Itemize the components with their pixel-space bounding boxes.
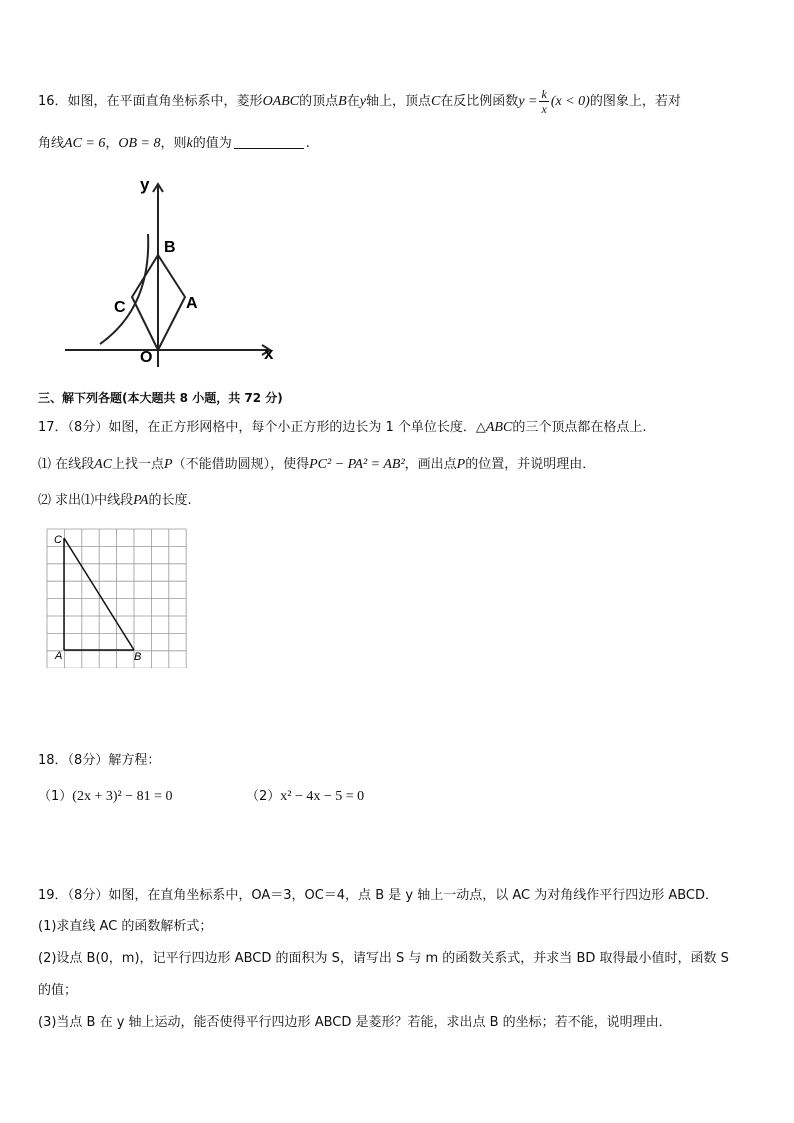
q17-text: ⑵ 求出⑴中线段 bbox=[38, 493, 134, 508]
q16-text: 轴上，顶点 bbox=[365, 94, 431, 109]
label-o: O bbox=[140, 349, 153, 366]
hyperbola-curve bbox=[100, 234, 148, 344]
label-y: y bbox=[140, 175, 150, 194]
q17-intro bbox=[38, 416, 646, 436]
rhombus-figure bbox=[60, 172, 280, 372]
fraction-numerator: k bbox=[541, 87, 547, 101]
q18-part2-label: （2） bbox=[246, 789, 281, 804]
q17-text: （不能借助圆规），使得 bbox=[172, 457, 310, 472]
q18-part2 bbox=[246, 785, 364, 805]
q16-text: ， bbox=[105, 136, 119, 151]
q16-text: 的值为 bbox=[192, 136, 232, 151]
q19-line5: (3)当点 B 在 y 轴上运动，能否使得平行四边形 ABCD 是菱形？若能，求出点 B 的坐标；若不能，说明理由． bbox=[38, 1015, 672, 1030]
q18-title: 18．（8分）解方程： bbox=[38, 753, 161, 768]
square-grid-figure bbox=[44, 526, 190, 668]
point-p: P bbox=[164, 457, 173, 472]
q16-text: . bbox=[305, 136, 310, 151]
q17-part2 bbox=[38, 489, 192, 509]
domain-condition: (x < 0) bbox=[550, 94, 590, 109]
q17-part1 bbox=[38, 453, 595, 473]
q17-text: 的三个顶点都在格点上. bbox=[512, 420, 647, 435]
point-b: B bbox=[338, 94, 347, 109]
q16-text: ，则 bbox=[160, 136, 187, 151]
label-x: x bbox=[264, 344, 274, 363]
ob-equation: OB = 8 bbox=[118, 136, 161, 151]
q18-part1 bbox=[38, 785, 173, 805]
q17-text: ，画出点 bbox=[404, 457, 457, 472]
q19-line3: (2)设点 B(0，m)，记平行四边形 ABCD 的面积为 S，请写出 S 与 m 的函数关系式，并求当 BD 取得最小值时，函数 S bbox=[38, 951, 729, 966]
q17-number: 17． bbox=[38, 420, 68, 435]
segment-pa: PA bbox=[133, 493, 149, 508]
q16-line2 bbox=[38, 132, 310, 152]
label-a: A bbox=[186, 295, 198, 312]
equation-1: (2x + 3)² − 81 = 0 bbox=[72, 789, 173, 804]
section-title: 三、解下列各题(本大题共 8 小题，共 72 分) bbox=[38, 391, 283, 405]
fraction-k-over-x bbox=[539, 88, 548, 115]
q16-text: 如图，在平面直角坐标系中，菱形 bbox=[67, 94, 263, 109]
q19-line2: (1)求直线 AC 的函数解析式； bbox=[38, 919, 213, 934]
q19-line1: 19．（8分）如图，在直角坐标系中，OA＝3，OC＝4，点 B 是 y 轴上一动点，以 AC 为对角线作平行四边形 ABCD． bbox=[38, 888, 719, 903]
label-b: B bbox=[164, 239, 176, 256]
q17-text: 的长度. bbox=[148, 493, 192, 508]
q16-text: 在反比例函数 bbox=[440, 94, 519, 109]
q17-text: 上找一点 bbox=[112, 457, 165, 472]
triangle-name: ABC bbox=[485, 420, 513, 435]
label-c: C bbox=[54, 534, 62, 546]
point-p: P bbox=[456, 457, 466, 472]
q17-text: ⑴ 在线段 bbox=[38, 457, 95, 472]
q16-number: 16． bbox=[38, 94, 68, 109]
axis-y-name: y bbox=[359, 94, 366, 109]
label-a: A bbox=[55, 650, 63, 662]
q16-text: 角线 bbox=[38, 136, 65, 151]
q17-text: （8分）如图，在正方形网格中，每个小正方形的边长为 1 个单位长度．△ bbox=[67, 420, 486, 435]
answer-blank[interactable] bbox=[234, 136, 304, 149]
q16-text: 的顶点 bbox=[299, 94, 339, 109]
q16-text: 的图象上，若对 bbox=[589, 94, 681, 109]
q18-part1-label: （1） bbox=[38, 789, 73, 804]
q19-line4: 的值； bbox=[38, 983, 78, 998]
function-lhs: y = bbox=[518, 94, 538, 109]
segment-ac: AC bbox=[94, 457, 113, 472]
q16-line1 bbox=[38, 88, 681, 115]
q16-text: 在 bbox=[346, 94, 360, 109]
equation-2: x² − 4x − 5 = 0 bbox=[280, 789, 365, 804]
pythagorean-condition: PC² − PA² = AB² bbox=[309, 457, 405, 472]
label-b: B bbox=[134, 651, 142, 663]
label-c: C bbox=[114, 299, 126, 316]
rhombus-name: OABC bbox=[262, 94, 300, 109]
point-c: C bbox=[430, 94, 441, 109]
fraction-denominator: x bbox=[541, 102, 547, 116]
ac-equation: AC = 6 bbox=[64, 136, 106, 151]
q17-text: 的位置，并说明理由． bbox=[465, 457, 596, 472]
k-variable: k bbox=[186, 136, 193, 151]
